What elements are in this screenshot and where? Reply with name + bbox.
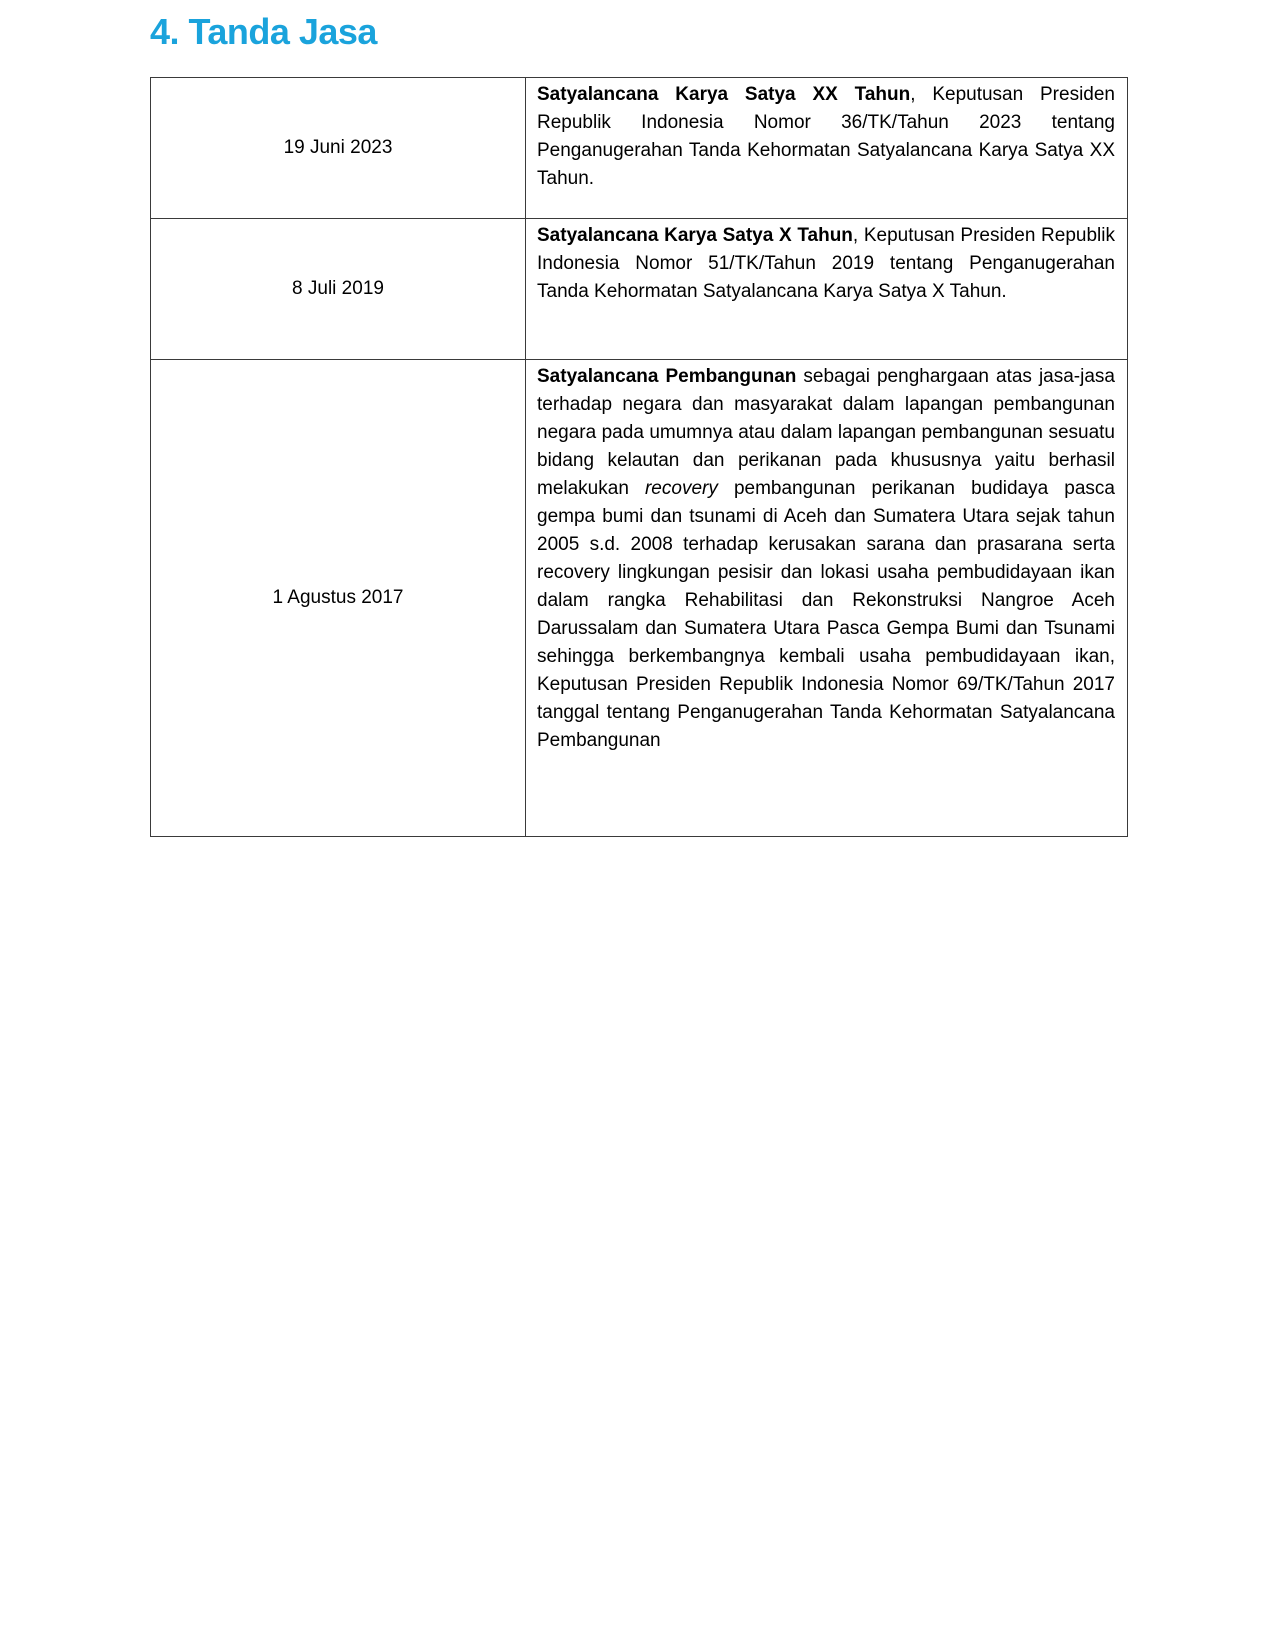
awards-table (150, 77, 1128, 837)
award-description-text-continued: pembangunan perikanan budidaya pasca gempa bumi dan tsunami di Aceh dan Sumatera Utara sejak tahun 2005 s.d. 2008 terhadap kerusakan sarana dan prasarana serta recovery lingkungan pesisir dan lokasi usaha pembudidayaan ikan dalam rangka Rehabilitasi dan Rekonstruksi Nangroe Aceh Darussalam dan Sumatera Utara Pasca Gempa Bumi dan Tsunami sehingga berkembangnya kembali usaha pembudidayaan ikan, Keputusan Presiden Republik Indonesia Nomor 69/TK/Tahun 2017 tanggal tentang Penganugerahan Tanda Kehormatan Satyalancana Pembangunan (537, 478, 1115, 751)
page-title: 4. Tanda Jasa (150, 11, 377, 52)
table-row (151, 78, 1128, 219)
table-row (151, 219, 1128, 360)
award-date: 1 Agustus 2017 (151, 360, 526, 837)
award-description (526, 360, 1128, 837)
award-description-text: sebagai penghargaan atas jasa-jasa terhadap negara dan masyarakat dalam lapangan pembangunan negara pada umumnya atau dalam lapangan pembangunan sesuatu bidang kelautan dan perikanan pada khususnya yaitu berhasil melakukan (537, 366, 1115, 499)
award-description (526, 219, 1128, 360)
award-name: Satyalancana Karya Satya X Tahun (537, 225, 853, 246)
award-decree-text: , Keputusan Presiden Republik Indonesia Nomor 36/TK/Tahun 2023 tentang Penganugerahan Tanda Kehormatan Satyalancana Karya Satya XX Tahun. (537, 84, 1115, 189)
award-date: 8 Juli 2019 (151, 219, 526, 360)
award-decree-text: , Keputusan Presiden Republik Indonesia Nomor 51/TK/Tahun 2019 tentang Penganugerahan Tanda Kehormatan Satyalancana Karya Satya X Tahun. (537, 225, 1115, 302)
award-date: 19 Juni 2023 (151, 78, 526, 219)
award-name: Satyalancana Karya Satya XX Tahun (537, 84, 911, 105)
table-row (151, 360, 1128, 837)
award-name: Satyalancana Pembangunan (537, 366, 797, 387)
award-description-italic: recovery (644, 478, 718, 499)
award-description (526, 78, 1128, 219)
